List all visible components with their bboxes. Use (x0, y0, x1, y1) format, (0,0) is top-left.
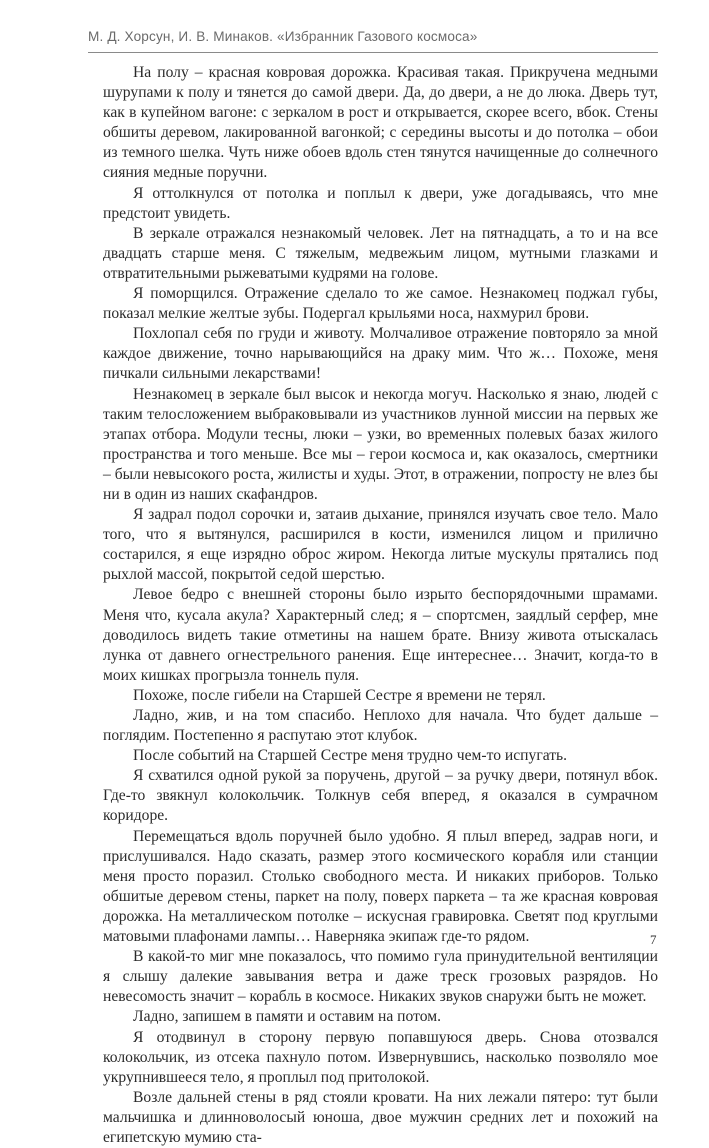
paragraph: На полу – красная ковровая дорожка. Красивая такая. Прикручена медными шурупами к полу и тянется до самой двери. Да, до двери, а не до люка. Дверь тут, как в купейном вагоне: с зеркалом в рост и открывается, скорее всего, вбок. Стены обшиты деревом, лакированной вагонкой; с середины высоты и до потолка – обои из темного шелка. Чуть ниже обоев вдоль стен тянутся начищенные до солнечного сияния медные поручни. (103, 64, 658, 182)
paragraph: После событий на Старшей Сестре меня трудно чем-то испугать. (133, 747, 568, 765)
paragraph: Перемещаться вдоль поручней было удобно. Я плыл вперед, задрав ноги, и прислушивался. Надо сказать, размер этого космического корабля или станции меня просто поразил. Столько свободного места. И никаких приборов. Только обшитые деревом стены, паркет на полу, поверх паркета – та же красная ковровая дорожка. На металлическом потолке – искусная гравировка. Светят под круглыми матовыми плафонами лампы… Наверняка экипаж где-то рядом. (103, 827, 658, 946)
paragraph: Возле дальней стены в ряд стояли кровати. На них лежали пятеро: тут были мальчишка и длинноволосый юноша, двое мужчин средних лет и похожий на египетскую мумию ста- (103, 1088, 658, 1146)
paragraph: В зеркале отражался незнакомый человек. Лет на пятнадцать, а то и на все двадцать старше меня. С тяжелым, медвежьим лицом, мутными глазками и отвратительными рыжеватыми кудрями на голове. (103, 224, 658, 282)
paragraph: Ладно, жив, и на том спасибо. Неплохо для начала. Что будет дальше – поглядим. Постепенно я распутаю этот клубок. (103, 707, 658, 745)
body-text (103, 63, 658, 1148)
paragraph: Ладно, запишем в памяти и оставим на потом. (133, 1008, 441, 1026)
paragraph: Незнакомец в зеркале был высок и некогда могуч. Насколько я знаю, людей с таким телосложением выбраковывали из участников лунной миссии на первых же этапах отбора. Модули тесны, люки – узки, во временных полевых базах жилого пространства и того меньше. Все мы – герои космоса и, как оказалось, смертники – были невысокого роста, жилисты и худы. Этот, в отражении, попросту не влез бы ни в один из наших скафандров. (103, 385, 658, 503)
paragraph: Похоже, после гибели на Старшей Сестре я времени не терял. (133, 686, 546, 704)
paragraph: Я схватился одной рукой за поручень, другой – за ручку двери, потянул вбок. Где-то звякнул колокольчик. Толкнув себя вперед, я оказался в сумрачном коридоре. (103, 767, 658, 825)
paragraph: Я оттолкнулся от потолка и поплыл к двери, уже догадываясь, что мне предстоит увидеть. (103, 184, 658, 222)
paragraph: Похлопал себя по груди и животу. Молчаливое отражение повторяло за мной каждое движение, точно нарывающийся на драку мим. Что ж… Похоже, меня пичкали сильными лекарствами! (103, 325, 658, 383)
paragraph: Левое бедро с внешней стороны было изрыто беспорядочными шрамами. Меня что, кусала акула? Характерный след; я – спортсмен, заядлый серфер, мне доводилось видеть такие отметины на нашем брате. Внизу живота отыскалась лунка от давнего огнестрельного ранения. Еще интереснее… Значит, когда-то в моих кишках прогрызла тоннель пуля. (103, 586, 658, 684)
paragraph: Я поморщился. Отражение сделало то же самое. Незнакомец поджал губы, показал мелкие желтые зубы. Подергал крыльями носа, нахмурил брови. (103, 285, 658, 323)
header-rule (88, 52, 658, 53)
paragraph: Я отодвинул в сторону первую попавшуюся дверь. Снова отозвался колокольчик, из отсека пахнуло потом. Извернувшись, насколько позволяло мое укрупнившееся тело, я проплыл под притолокой. (103, 1028, 658, 1086)
paragraph: В какой-то миг мне показалось, что помимо гула принудительной вентиляции я слышу далекие завывания ветра и даже треск грозовых разрядов. Но невесомость значит – корабль в космосе. Никаких звуков снаружи быть не может. (103, 948, 658, 1006)
paragraph: Я задрал подол сорочки и, затаив дыхание, принялся изучать свое тело. Мало того, что я вытянулся, расширился в кости, изменился лицом и прилично состарился, я еще изрядно оброс жиром. Некогда литые мускулы прятались под рыхлой массой, покрытой седой шерстью. (103, 506, 658, 584)
running-header: М. Д. Хорсун, И. В. Минаков. «Избранник Газового космоса» (88, 29, 478, 44)
page-number: 7 (650, 932, 657, 947)
